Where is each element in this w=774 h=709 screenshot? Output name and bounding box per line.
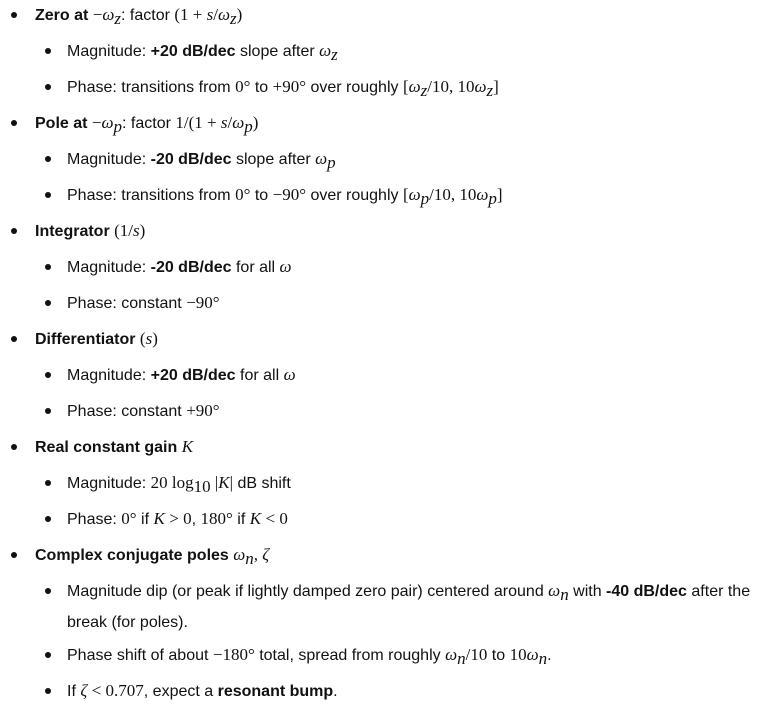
bullet-icon	[11, 336, 17, 342]
bullet-icon	[45, 588, 51, 594]
item-text: Magnitude dip (or peak if lightly damped zero pair) centered around $\omega_n$ with -40 dB/dec after the break (for poles).	[67, 581, 751, 632]
bullet-icon	[45, 300, 51, 306]
item-text: Complex conjugate poles $\omega_n$, ζ	[35, 545, 270, 569]
item-text: Magnitude: -20 dB/dec slope after $\omega_p$	[67, 149, 336, 173]
list-item-complex-magnitude	[0, 581, 774, 637]
bullet-icon	[11, 228, 17, 234]
bullet-icon	[45, 192, 51, 198]
item-text: Phase: constant −90°	[67, 293, 220, 312]
bullet-icon	[45, 48, 51, 54]
item-text: Integrator (1/s)	[35, 221, 146, 240]
item-text: If ζ < 0.707, expect a resonant bump.	[67, 681, 338, 700]
bullet-icon	[45, 264, 51, 270]
bullet-icon	[45, 156, 51, 162]
item-text: Phase shift of about −180° total, spread from roughly $\omega_n/10$ to $10\omega_n$.	[67, 645, 552, 669]
bullet-icon	[45, 480, 51, 486]
bullet-icon	[45, 372, 51, 378]
bullet-icon	[45, 84, 51, 90]
item-text: Magnitude: +20 dB/dec slope after $\omega_z$	[67, 41, 338, 65]
bullet-icon	[11, 12, 17, 18]
bullet-icon	[11, 552, 17, 558]
item-text: Real constant gain K	[35, 437, 194, 456]
item-text: Magnitude: -20 dB/dec for all ω	[67, 257, 292, 276]
item-text: Zero at $-\omega_z$: factor $(1 + s/\omega_z)$	[35, 5, 243, 29]
item-text: Phase: transitions from 0° to +90° over roughly [$\omega_z/10$, $10\omega_z$]	[67, 77, 499, 101]
item-text: Magnitude: +20 dB/dec for all ω	[67, 365, 296, 384]
bullet-icon	[45, 408, 51, 414]
item-text: Phase: 0° if K > 0, 180° if K < 0	[67, 509, 288, 528]
bullet-icon	[45, 516, 51, 522]
item-text: Magnitude: 20 $\log_{10} |K|$ dB shift	[67, 473, 291, 497]
bullet-icon	[11, 120, 17, 126]
item-text: Differentiator (s)	[35, 329, 158, 348]
item-text: Pole at $-\omega_p$: factor $1/(1 + s/\omega_p)$	[35, 113, 259, 137]
bullet-icon	[11, 444, 17, 450]
bullet-icon	[45, 652, 51, 658]
item-text: Phase: transitions from 0° to −90° over roughly [$\omega_p/10$, $10\omega_p$]	[67, 185, 503, 209]
bullet-icon	[45, 688, 51, 694]
item-text: Phase: constant +90°	[67, 401, 220, 420]
